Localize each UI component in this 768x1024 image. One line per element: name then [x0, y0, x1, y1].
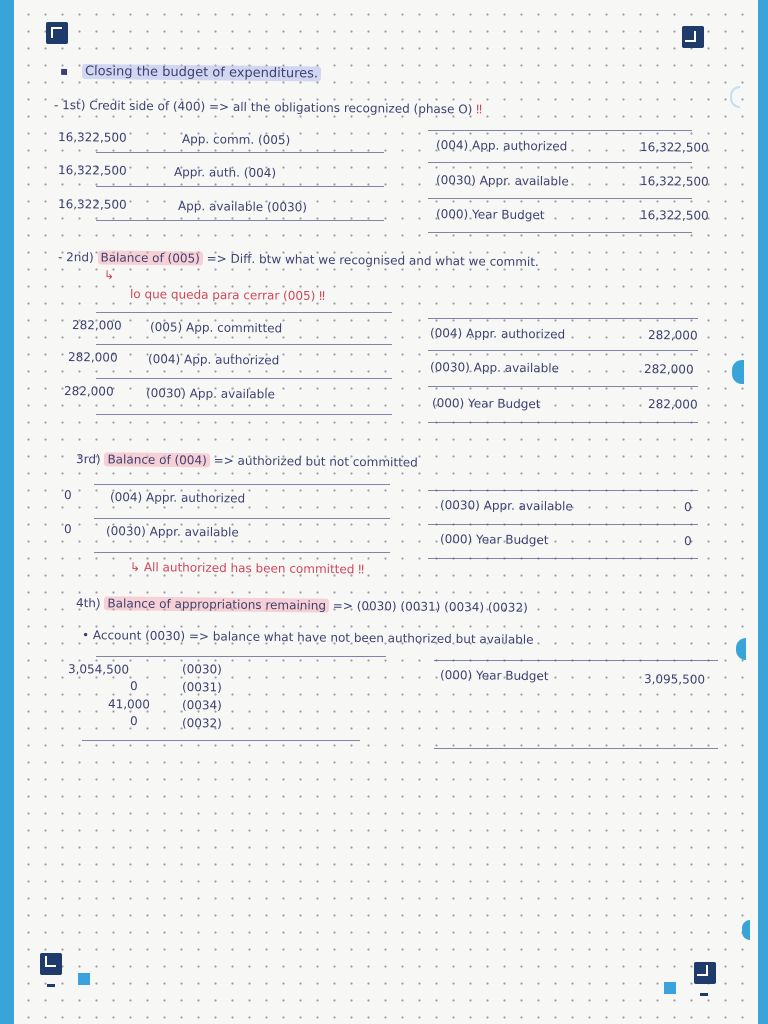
s2-note: lo que queda para cerrar (005) ‼ — [129, 287, 326, 304]
notebook-page — [14, 0, 758, 1024]
s3-right-label: (000) Year Budget — [439, 532, 549, 548]
s2-left-label: (004) App. authorized — [147, 352, 280, 368]
s3-right-amount: 0 — [683, 534, 692, 549]
divider — [96, 152, 384, 153]
divider — [434, 660, 718, 661]
divider — [428, 130, 692, 131]
corner-mark-bottom-right-icon — [694, 962, 716, 984]
s3-right-amount: 0 — [683, 500, 692, 515]
scan-square-bottom-right-icon — [664, 982, 676, 994]
s4-left-amount: 3,054,500 — [67, 662, 130, 677]
s4-left-label: (0030) — [181, 662, 222, 677]
s3-left-amount: 0 — [63, 488, 72, 503]
divider — [428, 422, 698, 423]
corner-mark-top-right-icon — [682, 26, 704, 48]
s4-left-label: (0032) — [181, 716, 222, 731]
section-1-heading: - 1st) Credit side of (400) => all the obligations recognized (phase O) ‼ — [53, 98, 483, 117]
divider — [94, 552, 390, 553]
binder-hole-icon — [730, 86, 740, 108]
s4-right-label: (000) Year Budget — [439, 668, 549, 684]
s1-right-amount: 16,322,500 — [639, 208, 709, 223]
divider — [428, 524, 698, 525]
s4-left-amount: 0 — [129, 679, 138, 694]
s1-left-amount: 16,322,500 — [57, 163, 127, 178]
s3-left-label: (0030) Appr. available — [105, 524, 239, 540]
page-title: Closing the budget of expenditures. — [82, 64, 321, 82]
divider — [82, 740, 360, 741]
section-3-heading: 3rd) Balance of (004) => authorized but not committed — [75, 452, 418, 470]
divider — [428, 558, 698, 559]
s3-right-label: (0030) Appr. available — [439, 498, 573, 514]
s1-left-amount: 16,322,500 — [57, 197, 127, 212]
s4-left-label: (0034) — [181, 698, 222, 713]
divider — [96, 378, 392, 379]
divider — [96, 344, 392, 345]
s3-left-amount: 0 — [63, 522, 72, 537]
scan-square-bottom-left-icon — [78, 973, 90, 985]
divider — [96, 414, 392, 415]
title-bullet-icon: ▪ — [59, 64, 69, 79]
divider — [428, 386, 698, 387]
divider — [434, 748, 718, 749]
s1-right-amount: 16,322,500 — [639, 140, 709, 155]
s2-right-amount: 282,000 — [643, 362, 694, 377]
s4-account-line: • Account (0030) => balance what have not been authorized but available — [81, 628, 534, 647]
section-4-heading: 4th) Balance of appropriations remaining => (0030) (0031) (0034) (0032) — [75, 596, 528, 615]
divider — [428, 198, 692, 199]
divider — [428, 232, 692, 233]
s2-right-amount: 282,000 — [647, 397, 698, 412]
s4-left-amount: 41,000 — [107, 697, 151, 712]
s2-right-label: (0030) App. available — [429, 360, 560, 376]
s2-right-label: (004) Appr. authorized — [429, 326, 566, 342]
section-2-heading: - 2nd) Balance of (005) => Diff. btw what we recognised and what we commit. — [57, 250, 539, 270]
s1-left-amount: 16,322,500 — [57, 130, 127, 145]
divider — [96, 186, 384, 187]
divider — [428, 490, 698, 491]
s1-left-label: App. comm. (005) — [181, 132, 291, 148]
divider — [96, 656, 386, 657]
divider — [428, 318, 698, 319]
s4-left-label: (0031) — [181, 680, 222, 695]
divider — [96, 220, 384, 221]
s1-right-label: (0030) Appr. available — [435, 173, 569, 189]
binder-hole-icon — [742, 920, 750, 940]
corner-mark-top-left-icon — [46, 22, 68, 44]
s1-right-label: (000) Year Budget — [435, 207, 545, 223]
s1-right-amount: 16,322,500 — [639, 174, 709, 189]
divider — [94, 518, 390, 519]
s1-left-label: Appr. auth. (004) — [173, 165, 277, 181]
s2-left-amount: 282,000 — [71, 318, 122, 333]
s3-left-label: (004) Appr. authorized — [109, 490, 246, 506]
divider — [94, 484, 390, 485]
s2-right-label: (000) Year Budget — [431, 396, 541, 412]
binder-hole-icon — [732, 360, 744, 384]
divider — [96, 312, 392, 313]
s2-left-label: (0030) App. available — [145, 386, 276, 402]
divider — [428, 162, 692, 163]
corner-mark-bottom-left-icon — [40, 953, 62, 975]
s1-right-label: (004) App. authorized — [435, 138, 568, 154]
scan-bar-bottom-left-icon — [47, 984, 55, 987]
s2-left-amount: 282,000 — [67, 350, 118, 365]
s2-left-amount: 282,000 — [63, 384, 114, 399]
s2-right-amount: 282,000 — [647, 328, 698, 343]
s4-left-amount: 0 — [129, 714, 138, 729]
s2-left-label: (005) App. committed — [149, 320, 283, 336]
s4-right-amount: 3,095,500 — [643, 672, 706, 687]
s2-note-arrow-icon: ↳ — [103, 268, 115, 283]
s3-note: ↳ All authorized has been committed ‼ — [129, 560, 365, 577]
scan-bar-bottom-right-icon — [700, 993, 708, 996]
divider — [428, 350, 698, 351]
s1-left-label: App. available (0030) — [177, 199, 308, 215]
